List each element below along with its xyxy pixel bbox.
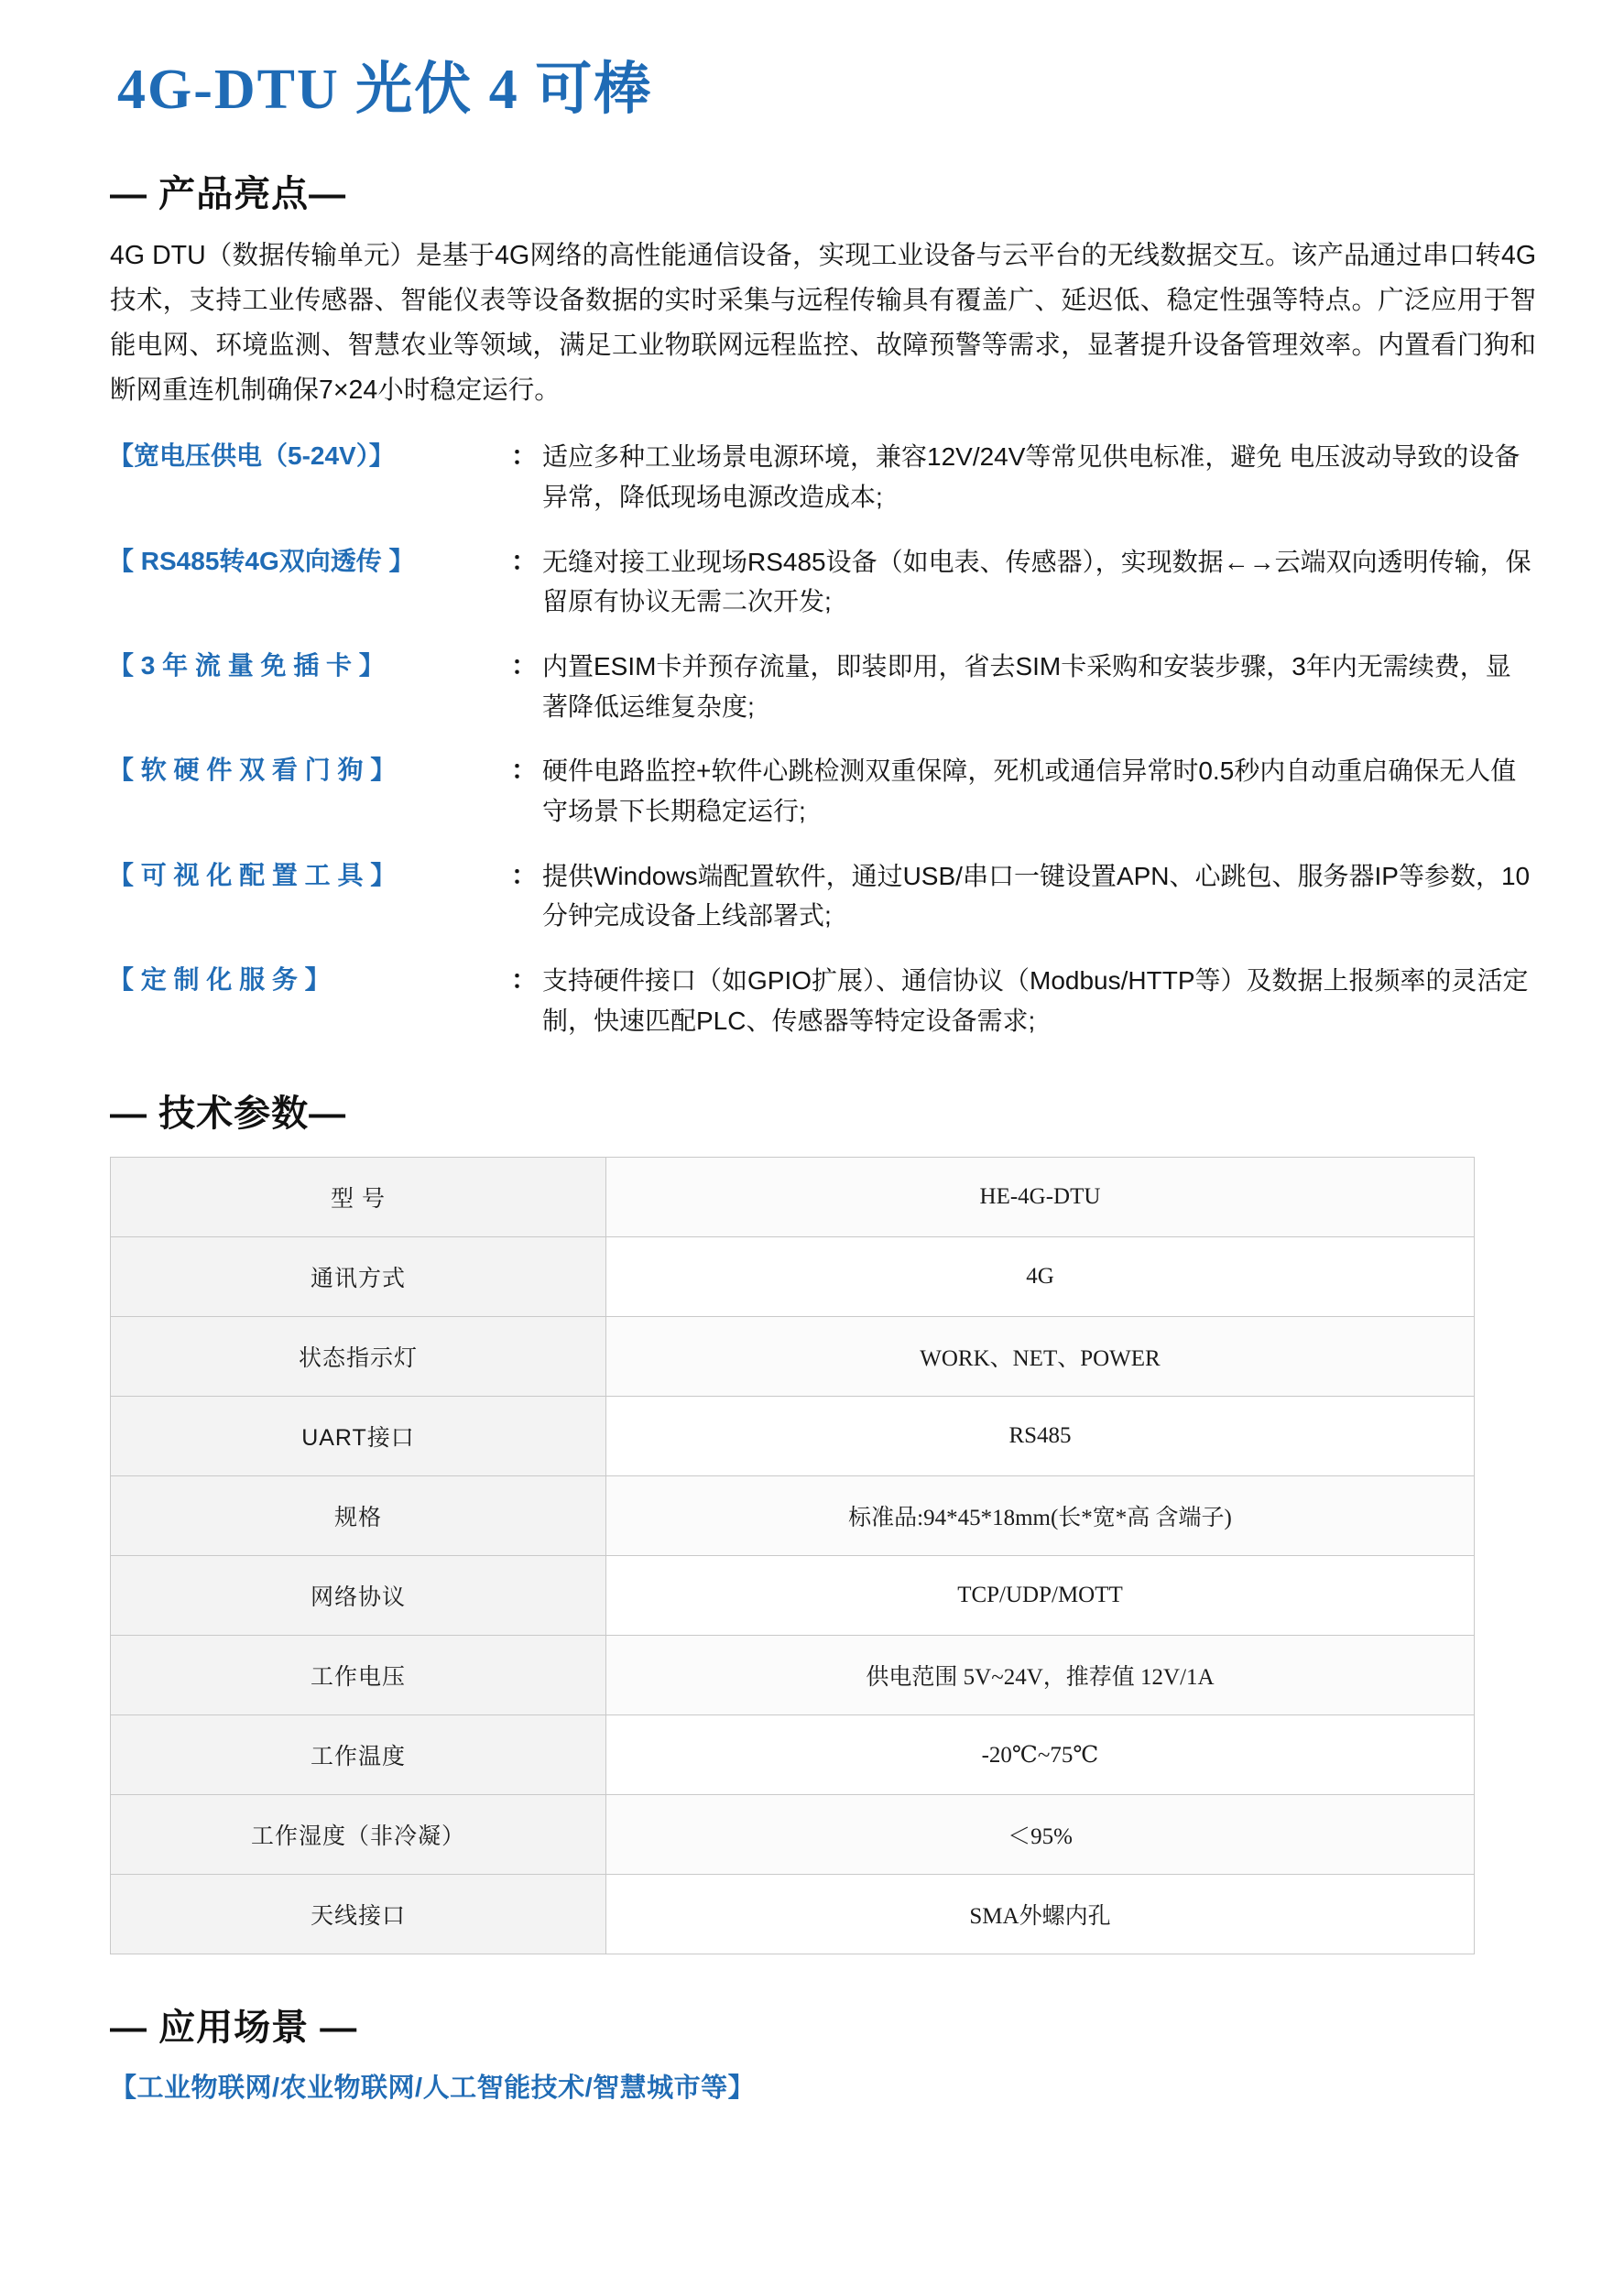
spec-value: WORK、NET、POWER: [606, 1317, 1475, 1397]
section-heading-applications: — 应用场景 —: [110, 2008, 358, 2049]
feature-colon: ：: [511, 860, 538, 889]
table-row: [111, 1237, 1475, 1317]
spec-value: 4G: [606, 1237, 1475, 1317]
table-row: [111, 1158, 1475, 1237]
product-intro-paragraph: 4G DTU（数据传输单元）是基于4G网络的高性能通信设备，实现工业设备与云平台的无线数据交互。该产品通过串口转4G技术，支持工业传感器、智能仪表等设备数据的实时采集与远程传输具有覆盖广、延迟低、稳定性强等特点。广泛应用于智能电网、环境监测、智慧农业等领域，满足工业物联网远程监控、故障预警等需求，显著提升设备管理效率。内置看门狗和断网重连机制确保7×24小时稳定运行。: [110, 241, 1536, 406]
table-row: [111, 1795, 1475, 1875]
feature-item: [108, 751, 1536, 831]
feature-value: 提供Windows端配置软件，通过USB/串口一键设置APN、心跳包、服务器IP等参数，10分钟完成设备上线部署式;: [542, 861, 1531, 931]
feature-item: [108, 856, 1536, 936]
spec-key: 工作温度: [111, 1715, 606, 1795]
feature-value: 支持硬件接口（如GPIO扩展）、通信协议（Modbus/HTTP等）及数据上报频率的灵活定制，快速匹配PLC、传感器等特定设备需求;: [542, 965, 1529, 1035]
spec-value: ＜95%: [606, 1795, 1475, 1875]
feature-item: [108, 542, 1536, 622]
feature-value: 适应多种工业场景电源环境，兼容12V/24V等常见供电标准，避免 电压波动导致的设备异常，降低现场电源改造成本;: [542, 442, 1520, 511]
table-row: [111, 1397, 1475, 1476]
spec-key: 通讯方式: [111, 1237, 606, 1317]
spec-value: 标准品:94*45*18mm(长*宽*高 含端子): [606, 1476, 1475, 1556]
spec-key: UART接口: [111, 1397, 606, 1476]
table-row: [111, 1715, 1475, 1795]
table-row: [111, 1317, 1475, 1397]
spec-value: SMA外螺内孔: [606, 1875, 1475, 1954]
feature-colon: ：: [511, 650, 538, 680]
spec-key: 工作湿度（非冷凝）: [111, 1795, 606, 1875]
spec-key: 规格: [111, 1476, 606, 1556]
feature-key: 【 3 年 流 量 免 插 卡 】: [108, 650, 385, 680]
spec-key: 天线接口: [111, 1875, 606, 1954]
feature-item: [108, 647, 1536, 726]
section-heading-highlights: — 产品亮点—: [110, 174, 347, 215]
feature-colon: ：: [511, 756, 538, 785]
spec-key: 型 号: [111, 1158, 606, 1237]
table-row: [111, 1636, 1475, 1715]
spec-key: 状态指示灯: [111, 1317, 606, 1397]
feature-key: 【 RS485转4G双向透传 】: [108, 546, 415, 575]
feature-key: 【 定 制 化 服 务 】: [108, 964, 331, 994]
spec-value: 供电范围 5V~24V，推荐值 12V/1A: [606, 1636, 1475, 1715]
table-row: [111, 1875, 1475, 1954]
table-row: [111, 1556, 1475, 1636]
feature-list: [108, 437, 1536, 1040]
spec-table: [110, 1157, 1475, 1954]
feature-colon: ：: [511, 546, 538, 575]
table-row: [111, 1476, 1475, 1556]
feature-value: 硬件电路监控+软件心跳检测双重保障，死机或通信异常时0.5秒内自动重启确保无人值守场景下长期稳定运行;: [542, 757, 1517, 825]
feature-key: 【 可 视 化 配 置 工 具 】: [108, 860, 397, 889]
feature-key: 【宽电压供电（5-24V）】: [108, 441, 395, 471]
section-heading-specs: — 技术参数—: [110, 1094, 347, 1135]
feature-value: 内置ESIM卡并预存流量，即装即用，省去SIM卡采购和安装步骤，3年内无需续费，显著降低运维复杂度;: [542, 651, 1511, 721]
feature-colon: ：: [511, 441, 538, 471]
feature-item: [108, 961, 1536, 1040]
spec-value: RS485: [606, 1397, 1475, 1476]
spec-value: HE-4G-DTU: [606, 1158, 1475, 1237]
applications-line: 【工业物联网/农业物联网/人工智能技术/智慧城市等】: [110, 2074, 756, 2104]
page-title: 4G-DTU 光伏 4 可棒: [117, 59, 653, 121]
spec-key: 工作电压: [111, 1636, 606, 1715]
feature-value: 无缝对接工业现场RS485设备（如电表、传感器），实现数据←→云端双向透明传输，保留原有协议无需二次开发;: [542, 547, 1531, 616]
spec-value: TCP/UDP/MOTT: [606, 1556, 1475, 1636]
feature-item: [108, 437, 1536, 517]
spec-value: -20℃~75℃: [606, 1715, 1475, 1795]
feature-colon: ：: [511, 964, 538, 994]
spec-key: 网络协议: [111, 1556, 606, 1636]
feature-key: 【 软 硬 件 双 看 门 狗 】: [108, 756, 397, 785]
